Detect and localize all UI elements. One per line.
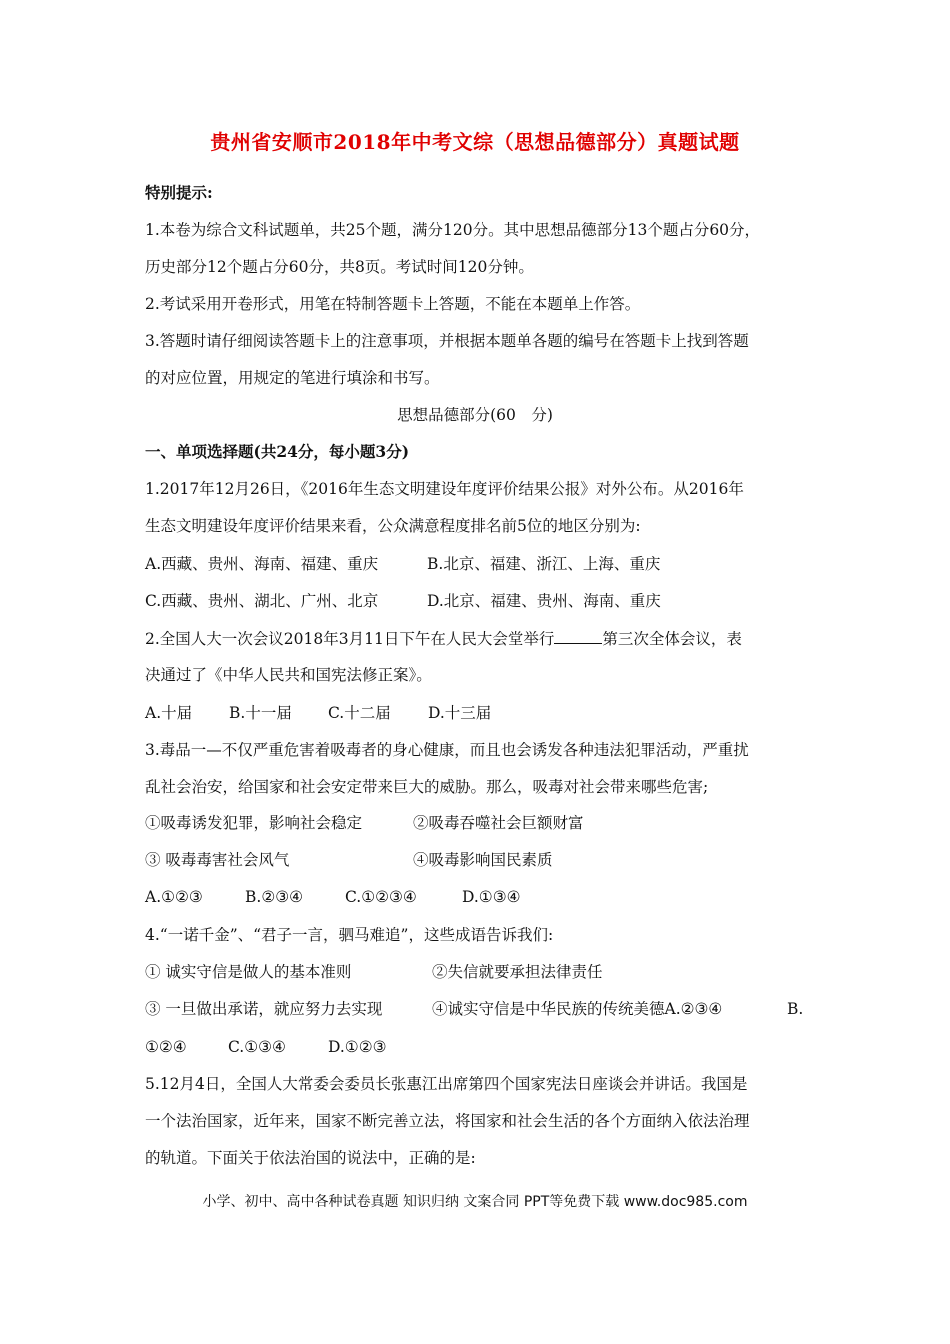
question-3-statements-row-2 <box>145 849 553 871</box>
question-2-blank <box>554 627 602 644</box>
notice-item-3-line-1: 3.答题时请仔细阅读答题卡上的注意事项，并根据本题单各题的编号在答题卡上找到答题 <box>145 332 749 350</box>
question-1-option-c: C.西藏、贵州、湖北、广州、北京 <box>145 592 379 610</box>
question-4-statement-1: ① 诚实守信是做人的基本准则 <box>145 963 352 981</box>
question-1-line-2: 生态文明建设年度评价结果来看，公众满意程度排名前5位的地区分别为: <box>145 517 641 535</box>
question-1-options-row-2 <box>145 590 661 612</box>
footer-download-notice: 小学、初中、高中各种试卷真题 知识归纳 文案合同 PPT等免费下载 www.doc985.com <box>202 1194 748 1210</box>
question-1-options-row-1 <box>145 553 660 575</box>
question-3-line-1: 3.毒品一—不仅严重危害着吸毒者的身心健康，而且也会诱发各种违法犯罪活动，严重扰 <box>145 741 749 759</box>
question-1-option-d: D.北京、福建、贵州、海南、重庆 <box>427 592 661 610</box>
page-title: 贵州省安顺市2018年中考文综（思想品德部分）真题试题 <box>210 130 740 154</box>
question-2-line-2: 决通过了《中华人民共和国宪法修正案》。 <box>145 666 432 684</box>
question-2-option-b: B.十一届 <box>229 704 292 722</box>
question-5-line-1: 5.12月4日，全国人大常委会委员长张惠江出席第四个国家宪法日座谈会并讲话。我国是 <box>145 1075 748 1093</box>
question-4-statement-4: ④诚实守信是中华民族的传统美德 <box>432 1000 665 1018</box>
question-2-option-a: A.十届 <box>145 704 193 722</box>
notice-item-1-line-1: 1.本卷为综合文科试题单，共25个题，满分120分。其中思想品德部分13个题占分60分， <box>145 221 761 239</box>
question-4-option-a: A.②③④ <box>664 1000 723 1018</box>
question-1-option-a: A.西藏、贵州、海南、福建、重庆 <box>145 555 379 573</box>
section-title: 思想品德部分(60 分) <box>397 406 553 424</box>
question-3-statements-row-1 <box>145 812 584 834</box>
question-2-options <box>145 702 491 724</box>
question-4-option-b: ①②④ <box>145 1038 187 1056</box>
question-4-statement-4-with-option-a <box>432 998 787 1020</box>
notice-heading: 特别提示: <box>145 183 213 202</box>
notice-item-3-line-2: 的对应位置，用规定的笔进行填涂和书写。 <box>145 369 440 387</box>
question-2-line-1 <box>145 627 742 650</box>
question-3-statement-4: ④吸毒影响国民素质 <box>413 851 553 869</box>
question-4-statement-2: ②失信就要承担法律责任 <box>432 963 603 981</box>
part-1-heading: 一、单项选择题(共24分，每小题3分) <box>145 442 410 461</box>
question-4-option-c: C.①③④ <box>228 1038 286 1056</box>
notice-item-2: 2.考试采用开卷形式，用笔在特制答题卡上答题，不能在本题单上作答。 <box>145 295 641 313</box>
question-2-option-d: D.十三届 <box>428 704 492 722</box>
question-4-statements-row-1 <box>145 961 603 983</box>
question-2-option-c: C.十二届 <box>328 704 391 722</box>
question-1-line-1: 1.2017年12月26日，《2016年生态文明建设年度评价结果公报》对外公布。从2016年 <box>145 480 744 498</box>
question-1-option-b: B.北京、福建、浙江、上海、重庆 <box>427 555 661 573</box>
question-3-statement-2: ②吸毒吞噬社会巨额财富 <box>413 814 584 832</box>
notice-item-1-line-2: 历史部分12个题占分60分，共8页。考试时间120分钟。 <box>145 258 534 276</box>
question-4-statement-3: ③ 一旦做出承诺，就应努力去实现 <box>145 1000 383 1018</box>
question-3-options <box>145 886 521 908</box>
question-4-statements-row-2 <box>145 998 803 1020</box>
question-3-option-c: C.①②③④ <box>345 888 417 906</box>
question-5-line-2: 一个法治国家，近年来，国家不断完善立法，将国家和社会生活的各个方面纳入依法治理 <box>145 1112 750 1130</box>
question-4-options-row-2 <box>145 1036 387 1058</box>
question-4-option-b-label: B. <box>787 1000 804 1018</box>
question-2-text-after-blank: 第三次全体会议，表 <box>602 630 742 648</box>
question-3-line-2: 乱社会治安，给国家和社会安定带来巨大的威胁。那么，吸毒对社会带来哪些危害; <box>145 778 709 796</box>
question-5-line-3: 的轨道。下面关于依法治国的说法中，正确的是: <box>145 1149 476 1167</box>
question-3-statement-1: ①吸毒诱发犯罪，影响社会稳定 <box>145 814 363 832</box>
question-4-option-d: D.①②③ <box>328 1038 387 1056</box>
question-3-option-b: B.②③④ <box>245 888 304 906</box>
question-3-statement-3: ③ 吸毒毒害社会风气 <box>145 851 290 869</box>
question-4-line-1: 4.“一诺千金”、“君子一言，驷马难追”，这些成语告诉我们: <box>145 926 554 944</box>
question-2-text-before-blank: 2.全国人大一次会议2018年3月11日下午在人民大会堂举行 <box>145 630 555 648</box>
question-3-option-a: A.①②③ <box>145 888 203 906</box>
question-3-option-d: D.①③④ <box>462 888 521 906</box>
